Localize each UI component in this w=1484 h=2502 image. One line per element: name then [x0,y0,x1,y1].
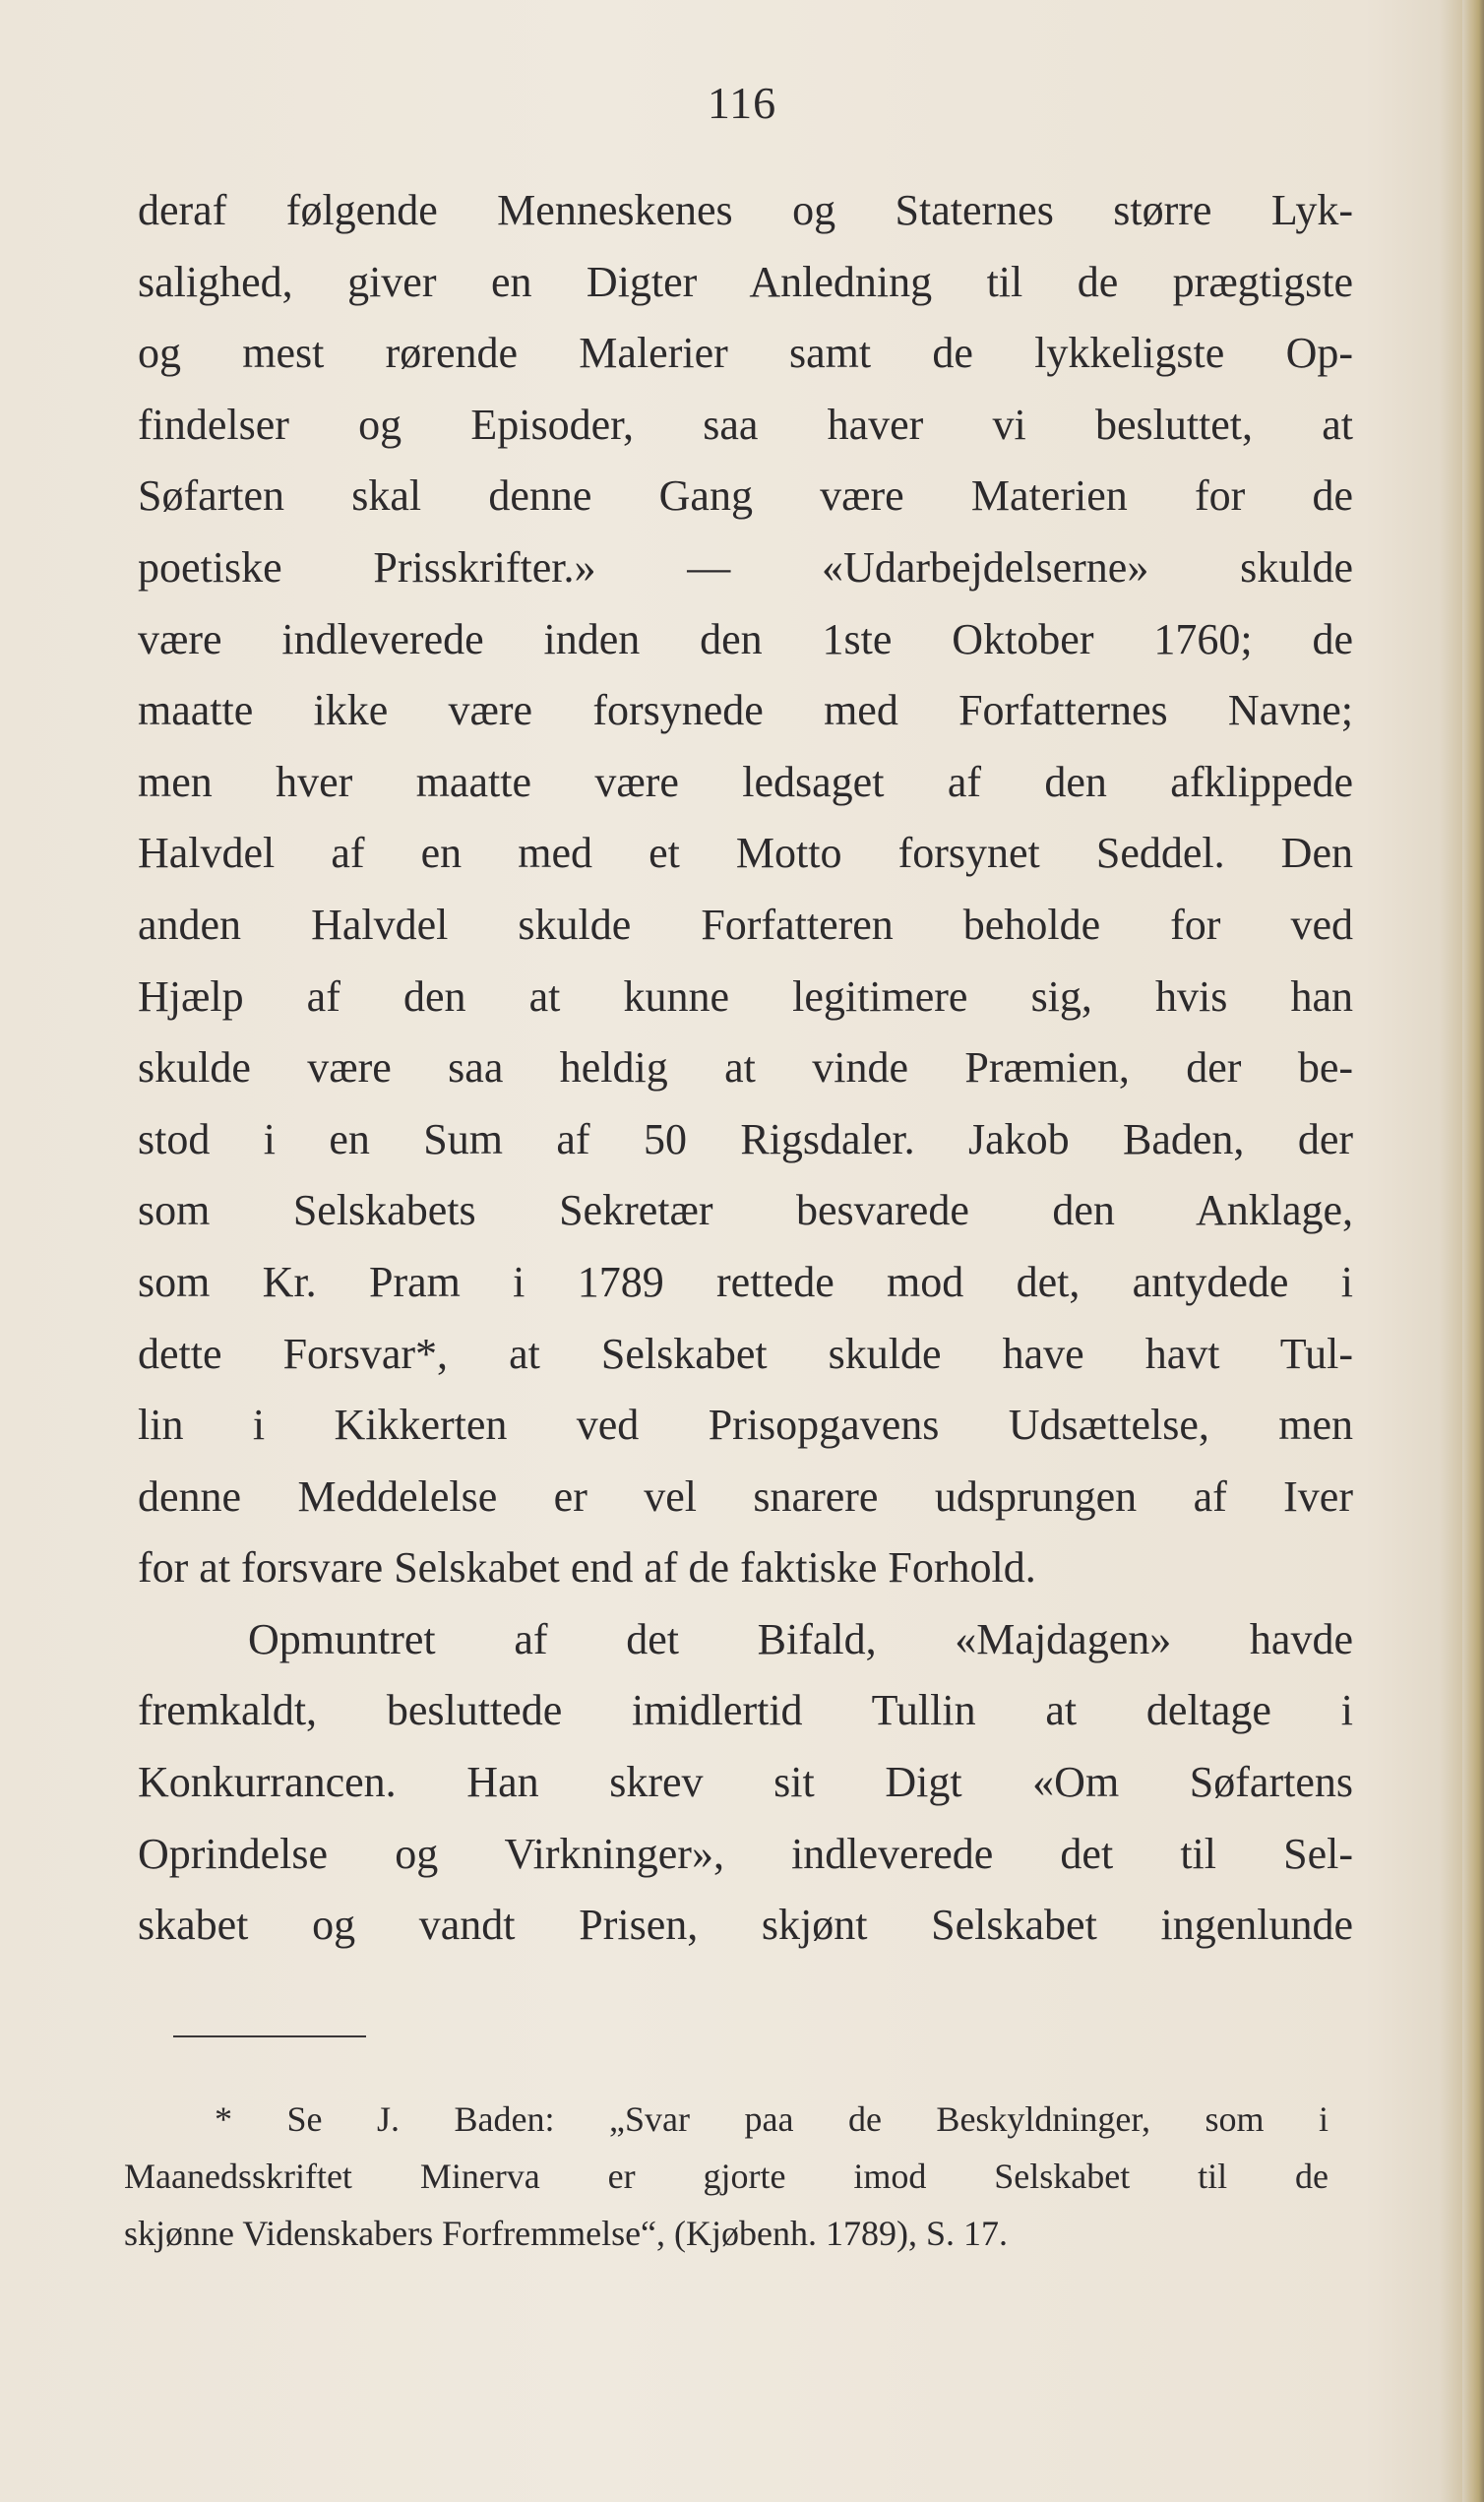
footnote-line: Maanedsskriftet Minerva er gjorte imod Selskabet til de [124,2157,1329,2196]
text-line: være indleverede inden den 1ste Oktober 1760; de [138,614,1353,663]
text-line: maatte ikke være forsynede med Forfatternes Navne; [138,686,1353,735]
text-line: skabet og vandt Prisen, skjønt Selskabet ingenlunde [138,1901,1353,1950]
text-line: findelser og Episoder, saa haver vi besluttet, at [138,400,1353,449]
footnote [124,2091,1329,2262]
footnote-line: * Se J. Baden: „Svar paa de Beskyldninger, som i [215,2099,1329,2139]
text-line: lin i Kikkerten ved Prisopgavens Udsættelse, men [138,1401,1353,1450]
page-number: 116 [707,78,777,128]
text-line: Oprindelse og Virkninger», indleverede det til Sel- [138,1829,1353,1878]
text-line: Konkurrancen. Han skrev sit Digt «Om Søfartens [138,1758,1353,1807]
text-line: Hjælp af den at kunne legitimere sig, hvis han [138,971,1353,1021]
body-text [138,175,1353,1962]
text-line: skulde være saa heldig at vinde Præmien, der be- [138,1043,1353,1093]
text-line: denne Meddelelse er vel snarere udsprungen af Iver [138,1471,1353,1521]
text-line: men hver maatte være ledsaget af den afklippede [138,757,1353,806]
footnote-divider [173,2035,366,2037]
text-line: som Kr. Pram i 1789 rettede mod det, antydede i [138,1257,1353,1306]
text-line: dette Forsvar*, at Selskabet skulde have havt Tul- [138,1329,1353,1378]
footnote-line: skjønne Videnskabers Forfremmelse“, (Kjøbenh. 1789), S. 17. [124,2214,1009,2253]
text-line: anden Halvdel skulde Forfatteren beholde for ved [138,900,1353,949]
paragraph-start-line: Opmuntret af det Bifald, «Majdagen» havde [248,1614,1353,1663]
text-line: deraf følgende Menneskenes og Staternes større Lyk- [138,186,1353,234]
text-line: fremkaldt, besluttede imidlertid Tullin at deltage i [138,1686,1353,1735]
page-edge [1462,0,1484,2502]
text-line: stod i en Sum af 50 Rigsdaler. Jakob Baden, der [138,1114,1353,1163]
text-line: salighed, giver en Digter Anledning til de prægtigste [138,257,1353,306]
text-line: Halvdel af en med et Motto forsynet Seddel. Den [138,829,1353,878]
text-line: poetiske Prisskrifter.» — «Udarbejdelserne» skulde [138,542,1353,592]
text-line: som Selskabets Sekretær besvarede den Anklage, [138,1186,1353,1235]
text-line: og mest rørende Malerier samt de lykkeligste Op- [138,329,1353,378]
text-line: Søfarten skal denne Gang være Materien for de [138,471,1353,521]
text-line: for at forsvare Selskabet end af de faktiske Forhold. [138,1543,1036,1593]
